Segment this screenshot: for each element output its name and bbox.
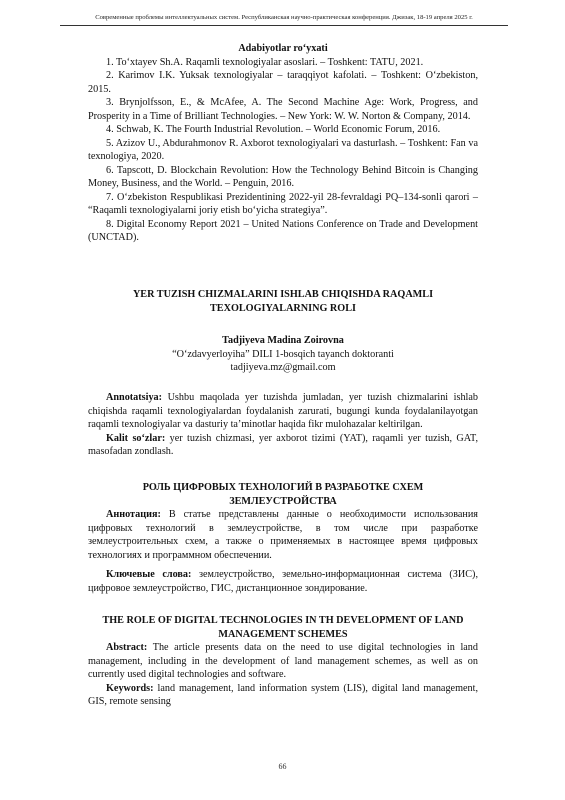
keywords-en-text: land management, land information system (LIS), digital land management, GIS, remote sensing — [88, 682, 478, 707]
keywords-uz-label: Kalit so‘zlar: — [106, 432, 166, 444]
reference-item: 4. Schwab, K. The Fourth Industrial Revolution. – World Economic Forum, 2016. — [106, 124, 441, 135]
author-affiliation: “O‘zdavyerloyiha” DILI 1-bosqich tayanch doktoranti — [172, 348, 394, 360]
references-heading: Adabiyotlar ro‘yxati — [238, 43, 328, 54]
keywords-en-label: Keywords: — [106, 682, 154, 694]
author-email: tadjiyeva.mz@gmail.com — [230, 362, 336, 373]
article-header — [88, 288, 478, 315]
reference-item: 7. O‘zbekiston Respublikasi Prezidentining 2022-yil 28-fevraldagi PQ–134-sonli qarori – “Raqamli texnologiyalarni joriy etish bo‘yicha strategiya”. — [88, 191, 478, 216]
annotation-uz-text: Ushbu maqolada yer tuzishda jumladan, yer tuzish chizmalarini ishlab chiqishda raqamli texnologiyalardan foydalanish zarurati, bugungi kunda foydalanilayotgan raqamli texnologiyalar va dasturiy ta’minotlar haqida fikr mulohazalar keltirilgan. — [88, 392, 478, 430]
running-header: Современные проблемы интеллектуальных систем. Республиканская научно-практическая конференция. Джизак, 18-19 апреля 2025 г. — [60, 14, 508, 26]
keywords-ru-text: землеустройство, земельно-информационная система (ЗИС), цифровое землеустройство, ГИС, дистанционное зондирование. — [88, 569, 478, 594]
annotation-ru-text: В статье представлены данные о необходимости использования цифровых технологий в землеустройстве, в том числе при разработке землеустроительных схем, а также о применяемых в настоящее время цифровых технологиях и программном обеспечении. — [88, 509, 478, 561]
abstract-en-label: Abstract: — [106, 642, 148, 653]
annotation-uz-label: Annotatsiya: — [106, 392, 163, 403]
annotation-ru-label: Аннотация: — [106, 509, 161, 520]
keywords-uz-text: yer tuzish chizmasi, yer axborot tizimi (YAT), raqamli yer tuzish, GAT, masofadan zondlash. — [88, 432, 478, 457]
russian-section — [88, 481, 478, 595]
page-number: 66 — [278, 762, 287, 771]
author-name: Tadjiyeva Madina Zoirovna — [222, 335, 344, 346]
reference-item: 8. Digital Economy Report 2021 – United Nations Conference on Trade and Development (UNCTAD). — [88, 218, 478, 243]
reference-item: 3. Brynjolfsson, E., & McAfee, A. The Second Machine Age: Work, Progress, and Prosperity in a Time of Brilliant Technologies. – New York: W. W. Norton & Company, 2014. — [88, 97, 478, 122]
keywords-ru-label: Ключевые слова: — [106, 569, 192, 580]
reference-item: 2. Karimov I.K. Yuksak texnologiyalar – taraqqiyot kafolati. – Toshkent: O‘zbekiston, 2015. — [88, 70, 478, 95]
reference-item: 1. To‘xtayev Sh.A. Raqamli texnologiyalar asoslari. – Toshkent: TATU, 2021. — [106, 56, 424, 68]
article-title-en: THE ROLE OF DIGITAL TECHNOLOGIES IN TH DEVELOPMENT OF LAND MANAGEMENT SCHEMES — [102, 615, 464, 640]
english-section — [88, 614, 478, 709]
article-title-ru: РОЛЬ ЦИФРОВЫХ ТЕХНОЛОГИЙ В РАЗРАБОТКЕ СХЕМ ЗЕМЛЕУСТРОЙСТВА — [142, 482, 424, 507]
author-block — [88, 334, 478, 375]
abstract-en-text: The article presents data on the need to use digital technologies in land management, including in the development of land management schemes, as well as on currently used digital technologies and software. — [88, 642, 478, 680]
references-section — [88, 42, 478, 245]
article-title-uz: YER TUZISH CHIZMALARINI ISHLAB CHIQISHDA RAQAMLI TEXOLOGIYALARNING ROLI — [132, 289, 434, 314]
annotation-uz — [88, 391, 478, 459]
reference-item: 5. Azizov U., Abdurahmonov R. Axborot texnologiyalari va dasturlash. – Toshkent: Fan va texnologiya, 2020. — [88, 137, 478, 162]
reference-item: 6. Tapscott, D. Blockchain Revolution: How the Technology Behind Bitcoin is Changing Money, Business, and the World. – Penguin, 2016. — [88, 164, 478, 189]
